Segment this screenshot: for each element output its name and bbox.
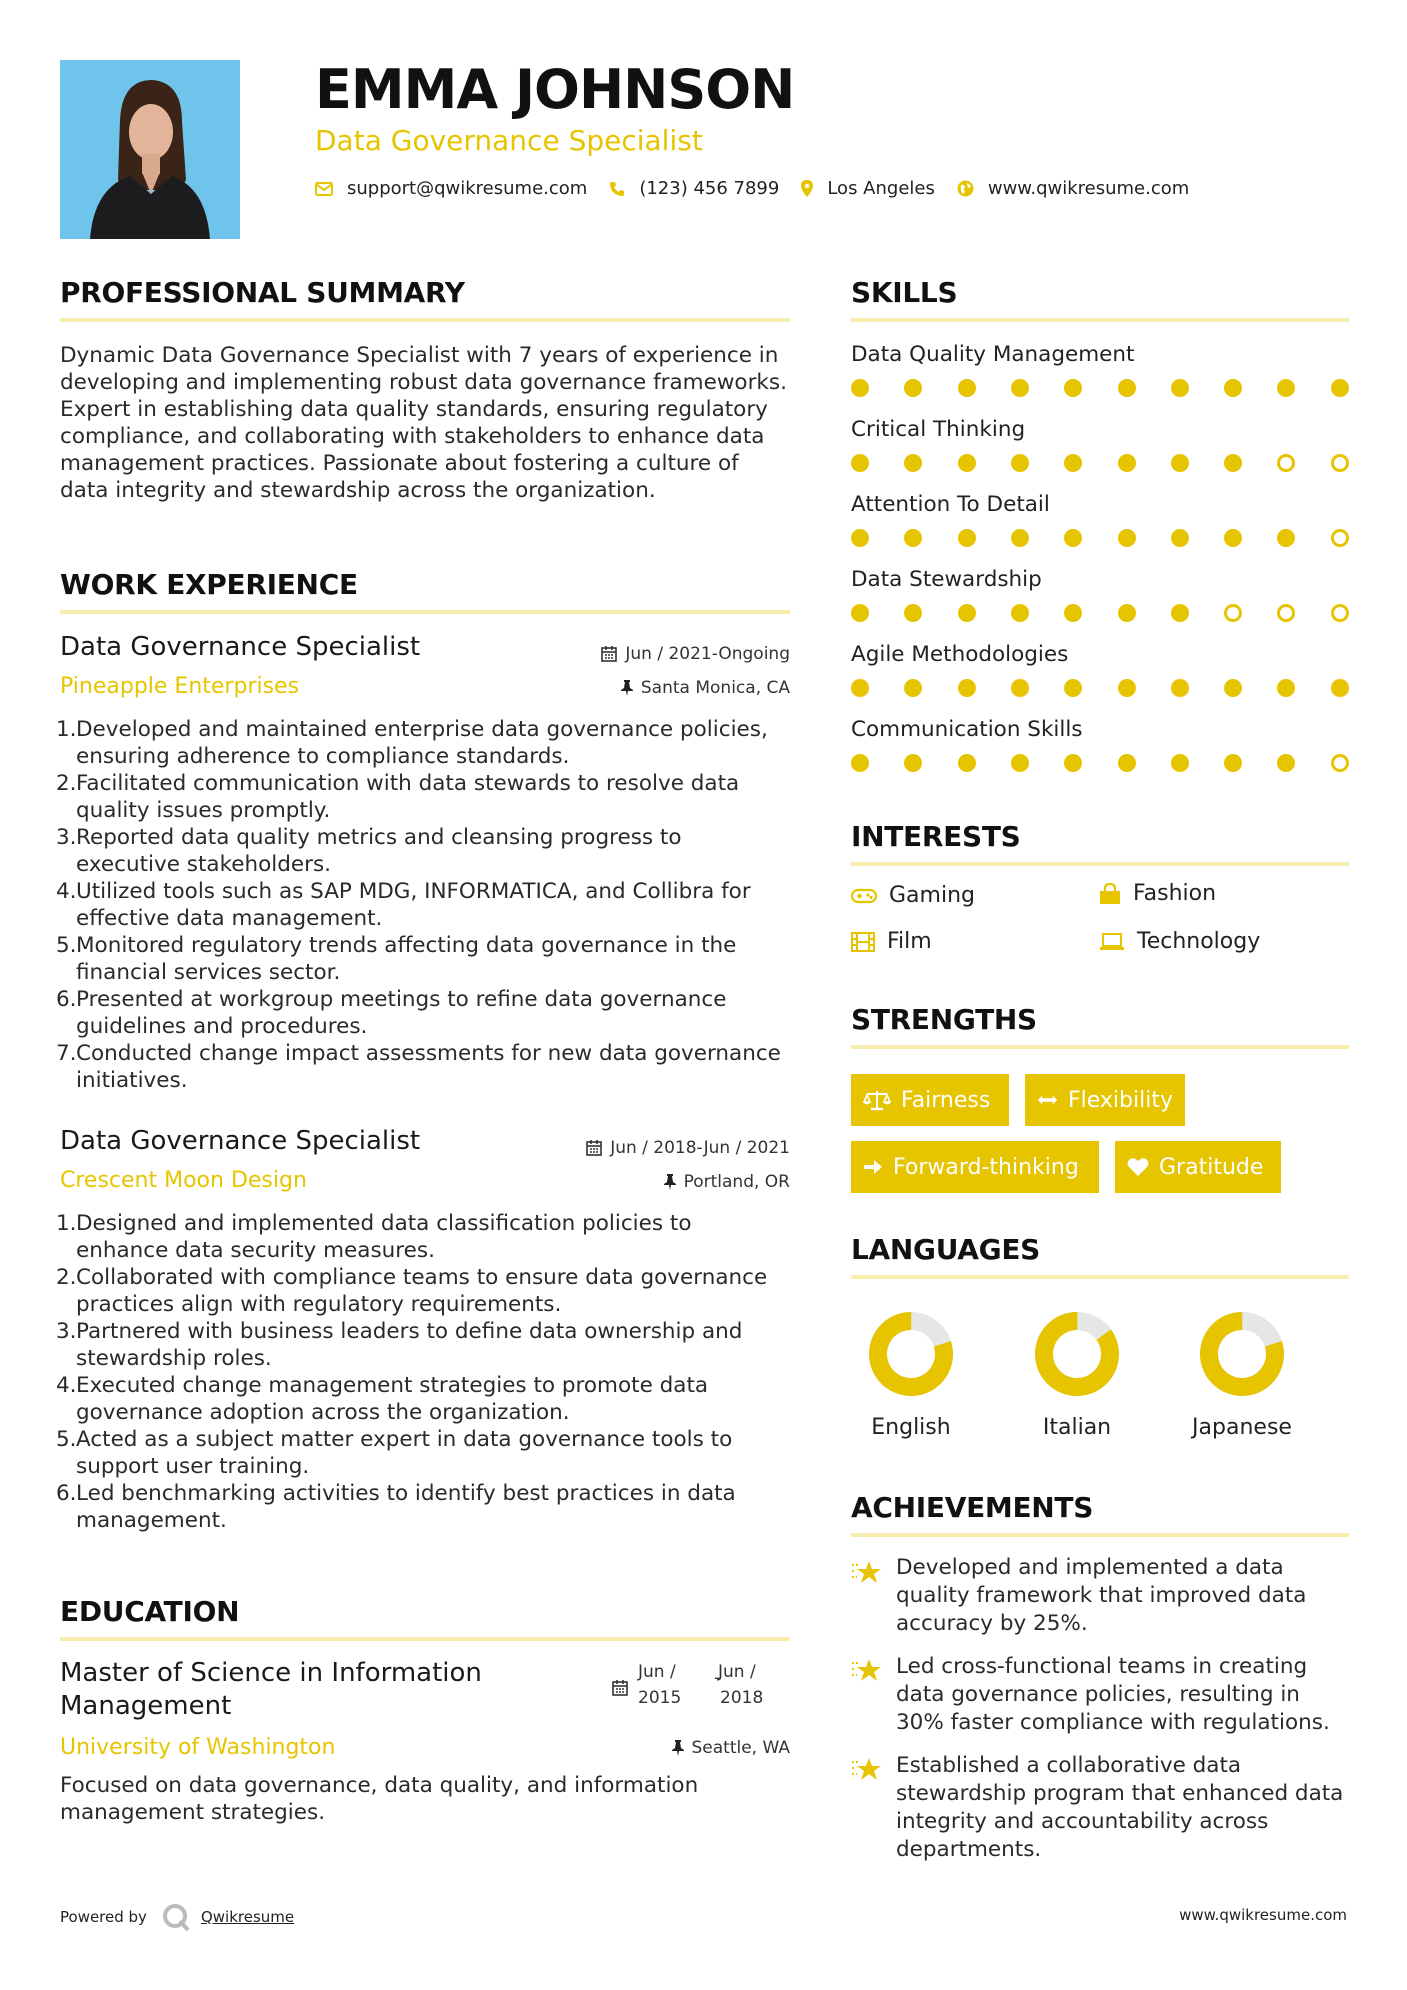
job-2-bullets bbox=[58, 1210, 788, 1534]
rating-dot-empty bbox=[1331, 529, 1349, 547]
job-1-company: Pineapple Enterprises bbox=[60, 674, 300, 699]
education-location bbox=[672, 1738, 791, 1758]
rating-dot-filled bbox=[1277, 679, 1295, 697]
rating-dot-filled bbox=[1171, 529, 1189, 547]
skill-name: Agile Methodologies bbox=[851, 642, 1069, 667]
rating-dot-filled bbox=[1224, 529, 1242, 547]
job-2-dates-text: Jun / 2018-Jun / 2021 bbox=[610, 1138, 790, 1158]
rating-dot-filled bbox=[1064, 529, 1082, 547]
language-name: Japanese bbox=[1192, 1415, 1292, 1440]
rating-dot-filled bbox=[958, 679, 976, 697]
envelope-icon bbox=[315, 182, 333, 196]
footer-powered-by bbox=[60, 1902, 294, 1932]
rating-dot-filled bbox=[958, 754, 976, 772]
list-item: 1. Designed and implemented data classification policies to enhance data security measures. bbox=[56, 1211, 692, 1263]
rating-dot-filled bbox=[1171, 604, 1189, 622]
education-degree-line-2: Management bbox=[60, 1691, 232, 1721]
rating-dot-filled bbox=[1224, 379, 1242, 397]
rating-dot-filled bbox=[904, 454, 922, 472]
list-item: 6. Led benchmarking activities to identify best practices in data management. bbox=[56, 1481, 736, 1533]
list-item: 6. Presented at workgroup meetings to refine data governance guidelines and procedures. bbox=[56, 987, 727, 1039]
rating-dot-empty bbox=[1331, 604, 1349, 622]
balance-scale-icon bbox=[863, 1089, 891, 1111]
languages-divider bbox=[851, 1275, 1349, 1279]
contact-location-text: Los Angeles bbox=[827, 178, 935, 199]
list-item: 5. Acted as a subject matter expert in data governance tools to support user training. bbox=[56, 1427, 733, 1479]
job-1-dates bbox=[601, 644, 790, 664]
rating-dot-filled bbox=[1064, 454, 1082, 472]
strength-flexibility bbox=[1025, 1074, 1185, 1126]
skill-name: Data Stewardship bbox=[851, 567, 1042, 592]
job-1-dates-text: Jun / 2021-Ongoing bbox=[625, 644, 790, 664]
achievement-1: Developed and implemented a data quality framework that improved data accuracy by 25%. bbox=[896, 1555, 1307, 1636]
rating-dot-filled bbox=[851, 454, 869, 472]
gamepad-icon bbox=[851, 888, 877, 904]
strength-forward-thinking bbox=[851, 1141, 1099, 1193]
rating-dot-filled bbox=[904, 679, 922, 697]
skills-heading: SKILLS bbox=[851, 276, 958, 309]
list-item: 4. Executed change management strategies to promote data governance adoption across the organization. bbox=[56, 1373, 709, 1425]
summary-heading: PROFESSIONAL SUMMARY bbox=[60, 276, 465, 309]
candidate-name: EMMA JOHNSON bbox=[315, 58, 795, 121]
list-item: 2. Collaborated with compliance teams to ensure data governance practices align with regulatory requirements. bbox=[56, 1265, 768, 1317]
star-badge-icon bbox=[851, 1559, 883, 1587]
language-name: English bbox=[871, 1415, 951, 1440]
rating-dot-filled bbox=[851, 604, 869, 622]
skill-rating bbox=[851, 603, 1351, 623]
brand-link[interactable]: Qwikresume bbox=[200, 1908, 295, 1926]
ring-fill bbox=[1033, 1310, 1121, 1398]
contact-website[interactable] bbox=[957, 178, 1189, 199]
interest-label: Fashion bbox=[1133, 881, 1217, 906]
rating-dot-filled bbox=[1171, 454, 1189, 472]
rating-dot-filled bbox=[1118, 604, 1136, 622]
achievement-2: Led cross-functional teams in creating data governance policies, resulting in 30% faster compliance with regulations. bbox=[896, 1654, 1330, 1735]
achievement-3: Established a collaborative data stewardship program that enhanced data integrity and accountability across departments. bbox=[896, 1753, 1344, 1862]
skills-divider bbox=[851, 318, 1349, 322]
job-2-location bbox=[664, 1172, 790, 1192]
rating-dot-empty bbox=[1224, 604, 1242, 622]
rating-dot-empty bbox=[1331, 454, 1349, 472]
interest-label: Technology bbox=[1137, 929, 1261, 954]
rating-dot-filled bbox=[904, 604, 922, 622]
interest-label: Film bbox=[887, 929, 932, 954]
list-item: 7. Conducted change impact assessments for new data governance initiatives. bbox=[56, 1041, 781, 1093]
job-2-location-text: Portland, OR bbox=[683, 1172, 790, 1192]
rating-dot-filled bbox=[1118, 379, 1136, 397]
heart-icon bbox=[1127, 1157, 1149, 1177]
skill-rating bbox=[851, 378, 1351, 398]
job-1-location-text: Santa Monica, CA bbox=[640, 678, 790, 698]
rating-dot-filled bbox=[1224, 454, 1242, 472]
job-1-bullets bbox=[58, 716, 788, 1094]
rating-dot-filled bbox=[1011, 679, 1029, 697]
skill-name: Communication Skills bbox=[851, 717, 1083, 742]
education-degree-line-1: Master of Science in Information bbox=[60, 1658, 482, 1688]
rating-dot-filled bbox=[904, 754, 922, 772]
calendar-icon bbox=[612, 1680, 628, 1696]
candidate-title: Data Governance Specialist bbox=[315, 124, 703, 157]
interest-technology bbox=[1099, 929, 1260, 954]
rating-dot-empty bbox=[1277, 604, 1295, 622]
strength-label: Gratitude bbox=[1159, 1154, 1264, 1180]
rating-dot-filled bbox=[1331, 379, 1349, 397]
pushpin-icon bbox=[672, 1740, 684, 1756]
qwikresume-logo-icon bbox=[161, 1902, 191, 1932]
list-item: 1. Developed and maintained enterprise data governance policies, ensuring adherence to compliance standards. bbox=[56, 717, 768, 769]
rating-dot-filled bbox=[958, 604, 976, 622]
profile-photo bbox=[60, 60, 240, 239]
interests-heading: INTERESTS bbox=[851, 820, 1021, 853]
interest-gaming bbox=[851, 883, 975, 908]
rating-dot-filled bbox=[1011, 604, 1029, 622]
contact-location bbox=[801, 178, 935, 199]
phone-icon bbox=[609, 181, 625, 197]
interests-divider bbox=[851, 862, 1349, 866]
contact-bar bbox=[315, 178, 1211, 199]
rating-dot-filled bbox=[1171, 679, 1189, 697]
rating-dot-empty bbox=[1331, 754, 1349, 772]
list-item: 3. Partnered with business leaders to define data ownership and stewardship roles. bbox=[56, 1319, 743, 1371]
calendar-icon bbox=[586, 1140, 602, 1156]
shopping-bag-icon bbox=[1099, 883, 1121, 905]
strength-label: Fairness bbox=[901, 1087, 991, 1113]
summary-divider bbox=[60, 318, 790, 322]
map-pin-icon bbox=[801, 180, 813, 197]
education-school: University of Washington bbox=[60, 1735, 336, 1760]
strength-label: Flexibility bbox=[1068, 1087, 1173, 1113]
language-name: Italian bbox=[1042, 1415, 1112, 1440]
job-1-role: Data Governance Specialist bbox=[60, 632, 421, 662]
powered-by-label: Powered by bbox=[60, 1908, 147, 1926]
achievements-heading: ACHIEVEMENTS bbox=[851, 1491, 1094, 1524]
rating-dot-filled bbox=[1011, 379, 1029, 397]
rating-dot-filled bbox=[904, 529, 922, 547]
education-location-text: Seattle, WA bbox=[691, 1738, 790, 1758]
rating-dot-filled bbox=[851, 529, 869, 547]
education-start-year: 2015 bbox=[638, 1688, 682, 1708]
pushpin-icon bbox=[621, 680, 633, 696]
skill-name: Attention To Detail bbox=[851, 492, 1050, 517]
star-badge-icon bbox=[851, 1756, 883, 1784]
rating-dot-filled bbox=[851, 379, 869, 397]
education-description: Focused on data governance, data quality, and information management strategies. bbox=[60, 1773, 699, 1825]
rating-dot-empty bbox=[1277, 454, 1295, 472]
list-item: 2. Facilitated communication with data stewards to resolve data quality issues promptly. bbox=[56, 771, 740, 823]
rating-dot-filled bbox=[1011, 529, 1029, 547]
education-end-month: Jun / bbox=[718, 1662, 756, 1682]
rating-dot-filled bbox=[1224, 754, 1242, 772]
rating-dot-filled bbox=[1224, 679, 1242, 697]
rating-dot-filled bbox=[1118, 754, 1136, 772]
rating-dot-filled bbox=[1011, 754, 1029, 772]
interest-label: Gaming bbox=[889, 883, 975, 908]
contact-phone-text: (123) 456 7899 bbox=[639, 178, 780, 199]
strength-fairness bbox=[851, 1074, 1009, 1126]
strength-gratitude bbox=[1115, 1141, 1281, 1193]
languages-heading: LANGUAGES bbox=[851, 1233, 1041, 1266]
skill-rating bbox=[851, 453, 1351, 473]
list-item: 3. Reported data quality metrics and cleansing progress to executive stakeholders. bbox=[56, 825, 682, 877]
rating-dot-filled bbox=[851, 754, 869, 772]
rating-dot-filled bbox=[958, 379, 976, 397]
rating-dot-filled bbox=[851, 679, 869, 697]
contact-phone[interactable] bbox=[609, 178, 779, 199]
rating-dot-filled bbox=[958, 454, 976, 472]
skill-rating bbox=[851, 678, 1351, 698]
rating-dot-filled bbox=[1064, 754, 1082, 772]
pushpin-icon bbox=[664, 1174, 676, 1190]
list-item: 5. Monitored regulatory trends affecting data governance in the financial services sector. bbox=[56, 933, 737, 985]
contact-website-text: www.qwikresume.com bbox=[987, 178, 1190, 199]
achievements-divider bbox=[851, 1533, 1349, 1537]
rating-dot-filled bbox=[904, 379, 922, 397]
language-proficiency-ring bbox=[867, 1310, 955, 1398]
star-badge-icon bbox=[851, 1657, 883, 1685]
strength-label: Forward-thinking bbox=[893, 1154, 1079, 1180]
arrow-right-icon bbox=[863, 1158, 883, 1176]
education-start-month: Jun / bbox=[638, 1662, 676, 1682]
rating-dot-filled bbox=[1118, 529, 1136, 547]
summary-text: Dynamic Data Governance Specialist with 7 years of experience in developing and implementing robust data governance frameworks. Expert in establishing data quality standards, ensuring regulatory compliance, and collaborating with stakeholders to enhance data management practices. Passionate about fostering a culture of data integrity and stewardship across the organization. bbox=[60, 343, 787, 503]
calendar-icon bbox=[601, 646, 617, 662]
globe-icon bbox=[957, 180, 974, 197]
footer-website[interactable]: www.qwikresume.com bbox=[1179, 1906, 1347, 1924]
contact-email-text: support@qwikresume.com bbox=[347, 178, 588, 199]
arrows-horizontal-icon bbox=[1037, 1093, 1058, 1107]
strengths-divider bbox=[851, 1045, 1349, 1049]
skill-rating bbox=[851, 753, 1351, 773]
skill-name: Critical Thinking bbox=[851, 417, 1026, 442]
education-heading: EDUCATION bbox=[60, 1595, 240, 1628]
language-proficiency-ring bbox=[1033, 1310, 1121, 1398]
interest-film bbox=[851, 929, 932, 954]
rating-dot-filled bbox=[958, 529, 976, 547]
date-separator: - bbox=[714, 1668, 721, 1688]
language-proficiency-ring bbox=[1198, 1310, 1286, 1398]
job-2-role: Data Governance Specialist bbox=[60, 1126, 421, 1156]
rating-dot-filled bbox=[1277, 379, 1295, 397]
experience-heading: WORK EXPERIENCE bbox=[60, 568, 358, 601]
rating-dot-filled bbox=[1171, 379, 1189, 397]
skill-name: Data Quality Management bbox=[851, 342, 1135, 367]
job-2-company: Crescent Moon Design bbox=[60, 1168, 307, 1193]
rating-dot-filled bbox=[1277, 754, 1295, 772]
job-2-dates bbox=[586, 1138, 790, 1158]
rating-dot-filled bbox=[1118, 454, 1136, 472]
job-1-location bbox=[621, 678, 790, 698]
rating-dot-filled bbox=[1118, 679, 1136, 697]
rating-dot-filled bbox=[1064, 379, 1082, 397]
education-end-year: 2018 bbox=[720, 1688, 764, 1708]
rating-dot-filled bbox=[1331, 679, 1349, 697]
laptop-icon bbox=[1099, 933, 1125, 951]
strengths-heading: STRENGTHS bbox=[851, 1003, 1037, 1036]
interest-fashion bbox=[1099, 881, 1216, 906]
rating-dot-filled bbox=[1171, 754, 1189, 772]
education-divider bbox=[60, 1637, 790, 1641]
rating-dot-filled bbox=[1064, 679, 1082, 697]
rating-dot-filled bbox=[1011, 454, 1029, 472]
rating-dot-filled bbox=[1064, 604, 1082, 622]
list-item: 4. Utilized tools such as SAP MDG, INFORMATICA, and Collibra for effective data management. bbox=[56, 879, 751, 931]
skill-rating bbox=[851, 528, 1351, 548]
film-icon bbox=[851, 932, 875, 952]
experience-divider bbox=[60, 610, 790, 614]
rating-dot-filled bbox=[1277, 529, 1295, 547]
contact-email[interactable] bbox=[315, 178, 587, 199]
